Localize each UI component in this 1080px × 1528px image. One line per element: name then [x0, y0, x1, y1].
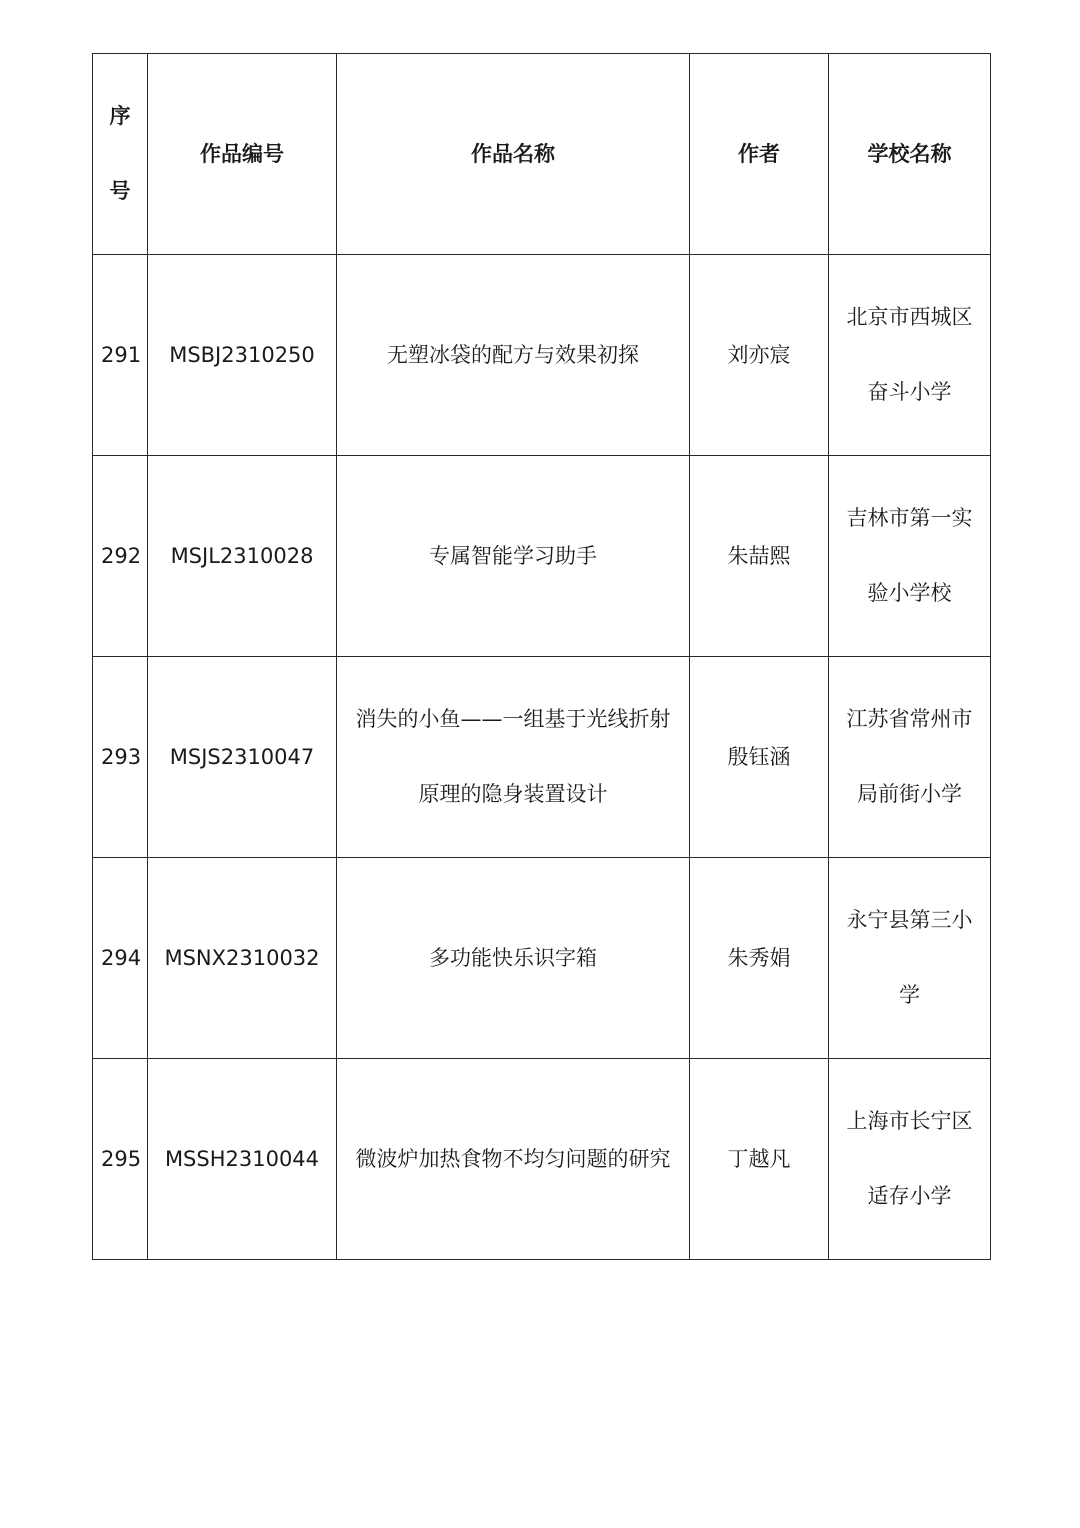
table-row	[93, 1059, 991, 1260]
cell-school	[829, 858, 991, 1059]
cell-seq: 295	[93, 1059, 148, 1260]
cell-school	[829, 657, 991, 858]
cell-school	[829, 255, 991, 456]
header-code: 作品编号	[148, 54, 337, 255]
table-row	[93, 858, 991, 1059]
cell-author: 朱喆熙	[690, 456, 829, 657]
cell-school-text: 江苏省常州市局前街小学	[846, 707, 973, 806]
header-title: 作品名称	[337, 54, 690, 255]
cell-author: 朱秀娟	[690, 858, 829, 1059]
table-row	[93, 255, 991, 456]
cell-author: 殷钰涵	[690, 657, 829, 858]
cell-seq: 292	[93, 456, 148, 657]
cell-code: MSNX2310032	[148, 858, 337, 1059]
cell-seq: 291	[93, 255, 148, 456]
table-row	[93, 657, 991, 858]
cell-code: MSJL2310028	[148, 456, 337, 657]
header-row	[93, 54, 991, 255]
cell-title-text: 消失的小鱼——一组基于光线折射原理的隐身装置设计	[355, 707, 671, 806]
cell-school-text: 永宁县第三小学	[846, 908, 973, 1007]
cell-code: MSJS2310047	[148, 657, 337, 858]
header-author: 作者	[690, 54, 829, 255]
cell-title	[337, 456, 690, 657]
cell-code: MSSH2310044	[148, 1059, 337, 1260]
cell-title-text: 多功能快乐识字箱	[429, 945, 597, 970]
cell-school	[829, 456, 991, 657]
cell-school-text: 吉林市第一实验小学校	[846, 506, 973, 605]
cell-title-text: 专属智能学习助手	[429, 543, 597, 568]
cell-school-text: 上海市长宁区适存小学	[846, 1109, 973, 1208]
header-school: 学校名称	[829, 54, 991, 255]
header-seq	[93, 54, 148, 255]
cell-school	[829, 1059, 991, 1260]
header-seq-line1: 序	[109, 104, 131, 128]
cell-title-text: 无塑冰袋的配方与效果初探	[387, 342, 639, 367]
table-row	[93, 456, 991, 657]
cell-seq: 293	[93, 657, 148, 858]
award-table	[92, 53, 991, 1260]
cell-school-text: 北京市西城区奋斗小学	[846, 305, 973, 404]
cell-title	[337, 858, 690, 1059]
cell-author: 丁越凡	[690, 1059, 829, 1260]
cell-seq: 294	[93, 858, 148, 1059]
header-seq-line2: 号	[109, 179, 131, 203]
cell-title	[337, 657, 690, 858]
cell-author: 刘亦宸	[690, 255, 829, 456]
cell-title-text: 微波炉加热食物不均匀问题的研究	[355, 1146, 671, 1171]
cell-title	[337, 1059, 690, 1260]
cell-title	[337, 255, 690, 456]
cell-code: MSBJ2310250	[148, 255, 337, 456]
